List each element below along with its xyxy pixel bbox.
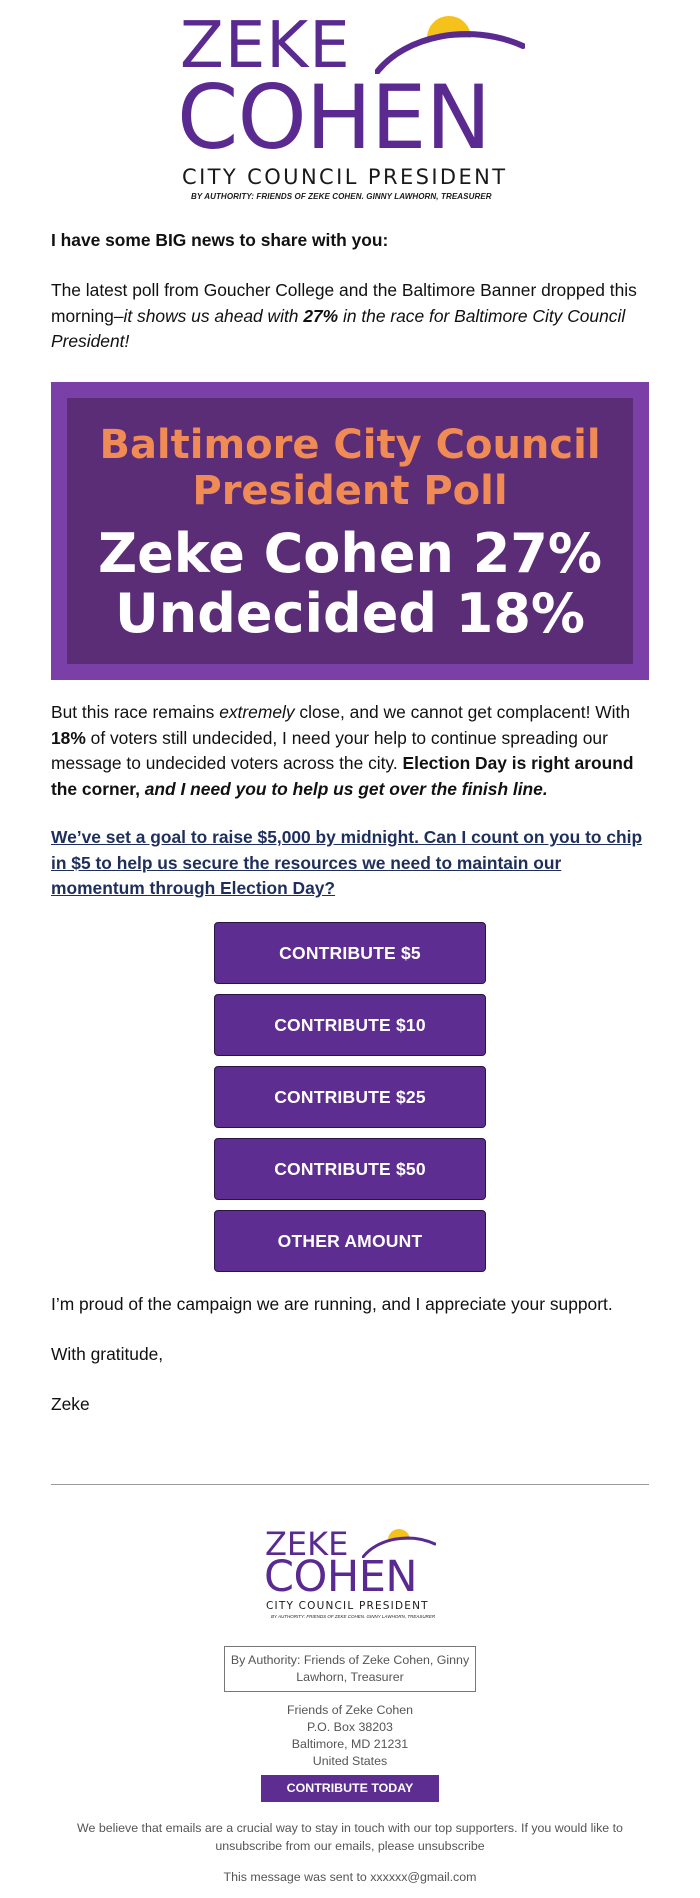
- poll-paragraph-italic-end: in the race for Baltimore City Council President!: [51, 305, 626, 351]
- poll-paragraph-italic: it shows us ahead with: [123, 305, 304, 326]
- footer-authority-box: By Authority: Friends of Zeke Cohen, Ginny Lawhorn, Treasurer: [224, 1646, 476, 1692]
- poll-title-line2: President Poll: [192, 468, 508, 514]
- sun-arc-icon: [375, 14, 525, 74]
- footer-sent-to-email: xxxxxx@gmail.com: [370, 1870, 477, 1884]
- poll-title-line1: Baltimore City Council: [99, 422, 601, 468]
- race-undecided-pct: 18%: [51, 727, 86, 748]
- contribute-5-button[interactable]: CONTRIBUTE $5: [214, 922, 486, 984]
- contribute-25-button[interactable]: CONTRIBUTE $25: [214, 1066, 486, 1128]
- contribute-today-button[interactable]: CONTRIBUTE TODAY: [261, 1775, 439, 1802]
- race-election-day: Election Day is right around the corner,: [51, 753, 634, 799]
- closing-proud: I’m proud of the campaign we are running, and I appreciate your support.: [51, 1294, 613, 1314]
- footer-logo-name-top: ZEKE: [265, 1525, 349, 1563]
- footer-address-line-1: Friends of Zeke Cohen: [286, 1703, 414, 1717]
- race-extremely: extremely: [219, 702, 295, 722]
- footer-address-line-3: Baltimore, MD 21231: [291, 1737, 409, 1751]
- logo-authority: BY AUTHORITY: FRIENDS OF ZEKE COHEN. GINNY LAWHORN, TREASURER: [191, 192, 492, 201]
- footer-logo-office: CITY COUNCIL PRESIDENT: [266, 1600, 429, 1612]
- footer-logo[interactable]: [264, 1525, 436, 1619]
- other-amount-button[interactable]: OTHER AMOUNT: [214, 1210, 486, 1272]
- race-text-1: But this race remains: [51, 702, 220, 722]
- contribute-50-button[interactable]: CONTRIBUTE $50: [214, 1138, 486, 1200]
- poll-paragraph: [51, 278, 651, 355]
- intro-big: BIG: [155, 230, 187, 250]
- intro-pre: I have some: [51, 230, 156, 250]
- footer-unsubscribe-text[interactable]: We believe that emails are a crucial way to stay in touch with our top supporters. If you would like to unsubscribe from our emails, please unsubscribe: [77, 1821, 623, 1853]
- poll-result-undecided: Undecided 18%: [114, 582, 586, 645]
- footer-divider: [51, 1484, 649, 1485]
- logo-name-bottom: COHEN: [177, 66, 491, 169]
- contribute-10-button[interactable]: CONTRIBUTE $10: [214, 994, 486, 1056]
- poll-paragraph-percent: 27%: [303, 305, 339, 326]
- poll-result-cohen: Zeke Cohen 27%: [98, 522, 602, 585]
- race-paragraph: [51, 700, 651, 802]
- goal-link[interactable]: We’ve set a goal to raise $5,000 by midnight. Can I count on you to chip in $5 to help us secure the resources we need to maintain our momentum through Election Day?: [51, 827, 643, 898]
- footer-sent-to-label: This message was sent to: [223, 1870, 371, 1884]
- logo-office: CITY COUNCIL PRESIDENT: [182, 165, 508, 189]
- closing-gratitude: With gratitude,: [51, 1344, 164, 1364]
- intro-text: [51, 228, 651, 254]
- logo-name-top: ZEKE: [180, 9, 351, 83]
- race-text-2: close, and we cannot get complacent! With: [294, 702, 631, 722]
- footer-address-line-4: United States: [312, 1754, 388, 1768]
- race-text-3: of voters still undecided, I need your help to continue spreading our message to undecided voters across the city.: [51, 727, 608, 773]
- footer-logo-authority: BY AUTHORITY: FRIENDS OF ZEKE COHEN. GINNY LAWHORN, TREASURER: [271, 1614, 436, 1619]
- intro-post: news to share with you:: [186, 230, 389, 250]
- poll-paragraph-normal: The latest poll from Goucher College and the Baltimore Banner dropped this morning–: [51, 280, 637, 326]
- poll-graphic-inner: [67, 398, 633, 664]
- footer-address-line-2: P.O. Box 38203: [307, 1720, 393, 1734]
- signature: Zeke: [51, 1394, 90, 1414]
- footer-logo-name-bottom: COHEN: [264, 1552, 418, 1602]
- header-logo[interactable]: [177, 9, 520, 201]
- poll-graphic[interactable]: [51, 382, 649, 680]
- race-finish-line: and I need you to help us get over the finish line.: [139, 778, 548, 799]
- footer-sent-to: [100, 1869, 600, 1886]
